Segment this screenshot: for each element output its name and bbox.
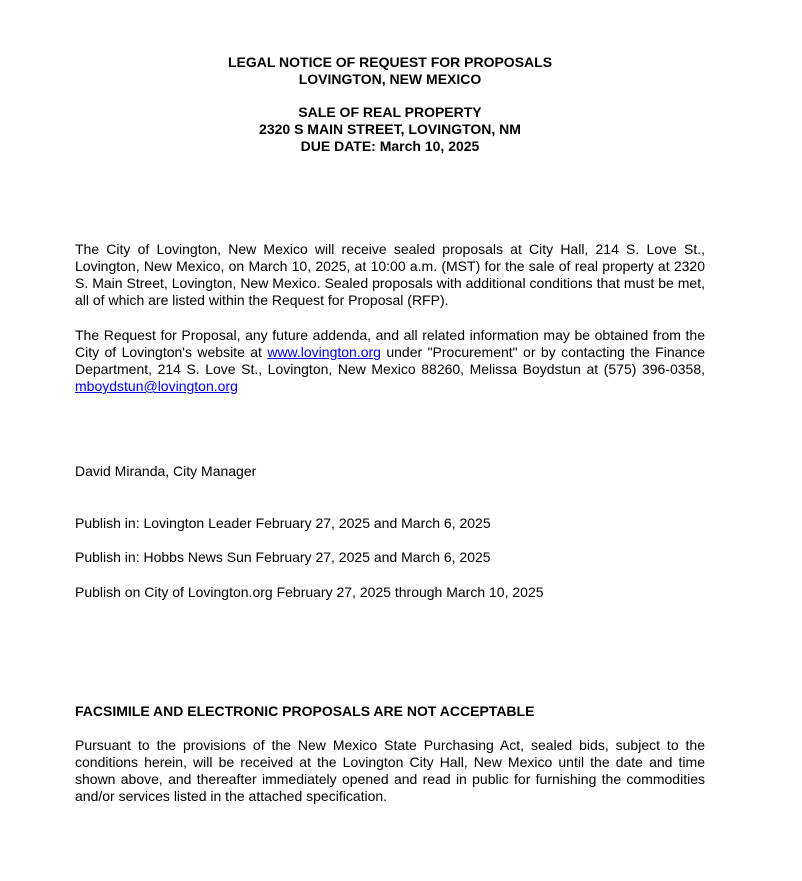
notice-title-block	[0, 54, 780, 88]
publish-line-3: Publish on City of Lovington.org February 27, 2025 through March 10, 2025	[75, 584, 544, 600]
facsimile-notice-heading: FACSIMILE AND ELECTRONIC PROPOSALS ARE NOT ACCEPTABLE	[75, 703, 535, 719]
signature-line: David Miranda, City Manager	[75, 463, 257, 479]
rfp-info-paragraph	[75, 327, 705, 395]
rfp-info-text-start: The Request for Proposal, any future addenda, and all related information may be obtained from the City of Lovington's website at	[75, 327, 705, 360]
due-date: DUE DATE: March 10, 2025	[300, 138, 480, 154]
property-title-block	[0, 104, 780, 155]
rfp-info-text-middle: under "Procurement" or by contacting the Finance Department, 214 S. Love St., Lovington, New Mexico 88260, Melissa Boydstun at (575) 396-0358,	[75, 344, 705, 377]
property-address: 2320 S MAIN STREET, LOVINGTON, NM	[259, 121, 521, 137]
sale-title: SALE OF REAL PROPERTY	[298, 104, 482, 120]
intro-paragraph: The City of Lovington, New Mexico will receive sealed proposals at City Hall, 214 S. Love St., Lovington, New Mexico, on March 10, 2025, at 10:00 a.m. (MST) for the sale of real property at 2320 S. Main Street, Lovington, New Mexico. Sealed proposals with additional conditions that must be met, all of which are listed within the Request for Proposal (RFP).	[75, 241, 705, 308]
publish-line-1: Publish in: Lovington Leader February 27, 2025 and March 6, 2025	[75, 515, 491, 531]
purchasing-act-paragraph: Pursuant to the provisions of the New Mexico State Purchasing Act, sealed bids, subject to the conditions herein, will be received at the Lovington City Hall, New Mexico until the date and time shown above, and thereafter immediately opened and read in public for furnishing the commodities and/or services listed in the attached specification.	[75, 737, 705, 804]
email-link[interactable]: mboydstun@lovington.org	[75, 378, 238, 394]
notice-title: LEGAL NOTICE OF REQUEST FOR PROPOSALS	[227, 54, 553, 70]
notice-location: LOVINGTON, NEW MEXICO	[298, 71, 482, 87]
publish-line-2: Publish in: Hobbs News Sun February 27, 2025 and March 6, 2025	[75, 549, 491, 565]
website-link[interactable]: www.lovington.org	[267, 344, 381, 360]
